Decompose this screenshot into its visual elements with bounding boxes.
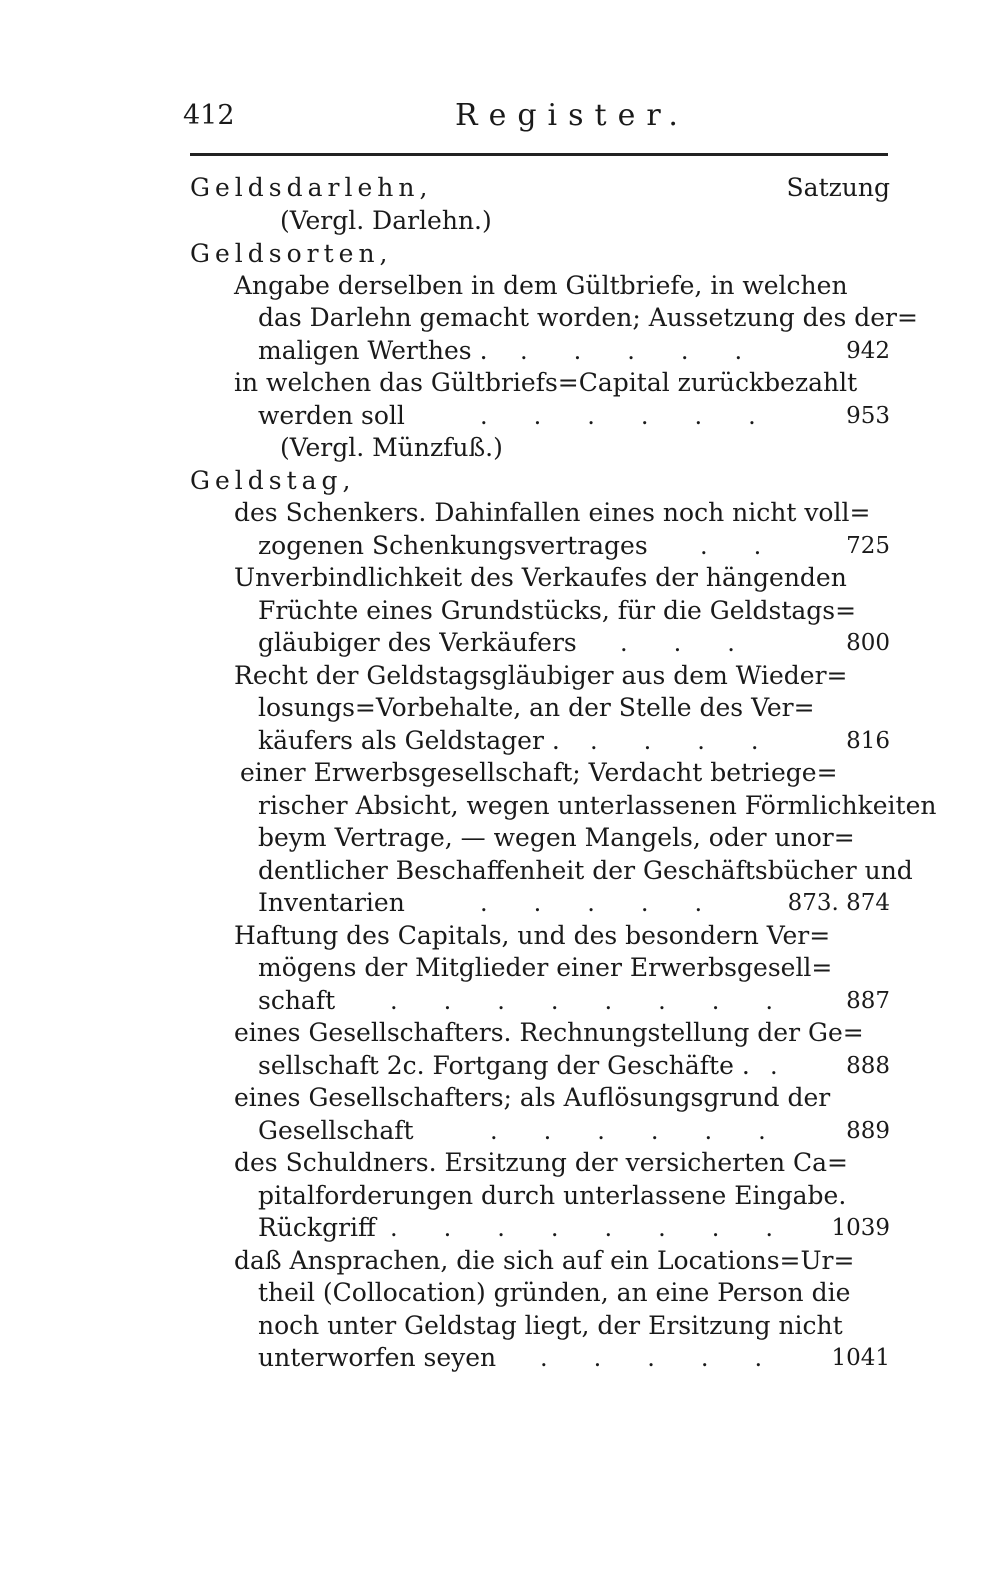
subentry-line: theil (Collocation) gründen, an eine Person die [258, 1278, 851, 1307]
subentry-line: in welchen das Gültbriefs=Capital zurückbezahlt [234, 368, 858, 397]
leader-dots: ...... [480, 402, 802, 430]
subentry-line: des Schuldners. Ersitzung der versicherten Ca= [234, 1148, 848, 1177]
page-title: Register. [455, 98, 689, 133]
page-reference: 725 [846, 533, 890, 559]
leader-dots: ........ [390, 1214, 820, 1242]
entry-heading: Geldsorten, [190, 239, 393, 268]
leader-dots: ..... [540, 1344, 809, 1372]
entry-heading: Geldsdarlehn, [190, 173, 433, 202]
cross-reference: (Vergl. Darlehn.) [280, 206, 492, 235]
subentry-line: pitalforderungen durch unterlassene Eingabe. [258, 1181, 847, 1210]
subentry-line: Recht der Geldstagsgläubiger aus dem Wieder= [234, 661, 848, 690]
leader-dots: .... [590, 727, 805, 755]
page-reference: 816 [846, 728, 890, 754]
subentry-line: dentlicher Beschaffenheit der Geschäftsbücher und [258, 856, 913, 885]
page-reference: 800 [846, 630, 890, 656]
leader-dots: . [770, 1052, 824, 1080]
subentry-line: Unverbindlichkeit des Verkaufes der hängenden [234, 563, 847, 592]
page-reference: 888 [846, 1053, 890, 1079]
subentry-line: daß Ansprachen, die sich auf ein Locations=Ur= [234, 1246, 855, 1275]
leader-dots: ........ [390, 987, 820, 1015]
subentry-line: noch unter Geldstag liegt, der Ersitzung nicht [258, 1311, 843, 1340]
subentry-line: eines Gesellschafters. Rechnungstellung der Ge= [234, 1018, 864, 1047]
subentry-line: schaft [258, 986, 336, 1015]
subentry-line: zogenen Schenkungsvertrages [258, 531, 648, 560]
subentry-line: mögens der Mitglieder einer Erwerbsgesell= [258, 953, 833, 982]
subentry-line: rischer Absicht, wegen unterlassenen Förmlichkeiten [258, 791, 937, 820]
subentry-line: das Darlehn gemacht worden; Aussetzung des der= [258, 303, 918, 332]
subentry-line: beym Vertrage, — wegen Mangels, oder unor= [258, 823, 855, 852]
subentry-line: werden soll [258, 401, 405, 430]
page-reference: 942 [846, 338, 890, 364]
subentry-line: maligen Werthes . [258, 336, 488, 365]
cross-reference: (Vergl. Münzfuß.) [280, 433, 503, 462]
page-reference: 887 [846, 988, 890, 1014]
subentry-line: des Schenkers. Dahinfallen eines noch nicht voll= [234, 498, 871, 527]
subentry-line: eines Gesellschafters; als Auflösungsgrund der [234, 1083, 831, 1112]
header-rule [190, 153, 888, 156]
page-reference: 1041 [831, 1345, 890, 1371]
subentry-line: gläubiger des Verkäufers [258, 628, 577, 657]
subentry-line: unterworfen seyen [258, 1343, 497, 1372]
leader-dots: ..... [520, 337, 789, 365]
subentry-line: Früchte eines Grundstücks, für die Geldstags= [258, 596, 857, 625]
subentry-line: Haftung des Capitals, und des besondern Ver= [234, 921, 831, 950]
leader-dots: ...... [490, 1117, 812, 1145]
subentry-line: Angabe derselben in dem Gültbriefe, in welchen [234, 271, 848, 300]
subentry-line: Rückgriff [258, 1213, 376, 1242]
entry-right-note: Satzung [786, 173, 890, 202]
leader-dots: .. [700, 532, 808, 560]
page-reference: 1039 [831, 1215, 890, 1241]
page-number: 412 [183, 100, 235, 131]
subentry-line: Gesellschaft [258, 1116, 414, 1145]
subentry-line: sellschaft 2c. Fortgang der Geschäfte . [258, 1051, 750, 1080]
subentry-line: käufers als Geldstager . [258, 726, 560, 755]
subentry-line: Inventarien [258, 888, 405, 917]
page-reference: 873. 874 [787, 890, 890, 916]
subentry-line: losungs=Vorbehalte, an der Stelle des Ver= [258, 693, 815, 722]
page-reference: 889 [846, 1118, 890, 1144]
page-reference: 953 [846, 403, 890, 429]
entry-heading: Geldstag, [190, 466, 356, 495]
subentry-line: einer Erwerbsgesellschaft; Verdacht betriege= [240, 758, 838, 787]
leader-dots: ..... [480, 889, 749, 917]
leader-dots: ... [620, 629, 781, 657]
